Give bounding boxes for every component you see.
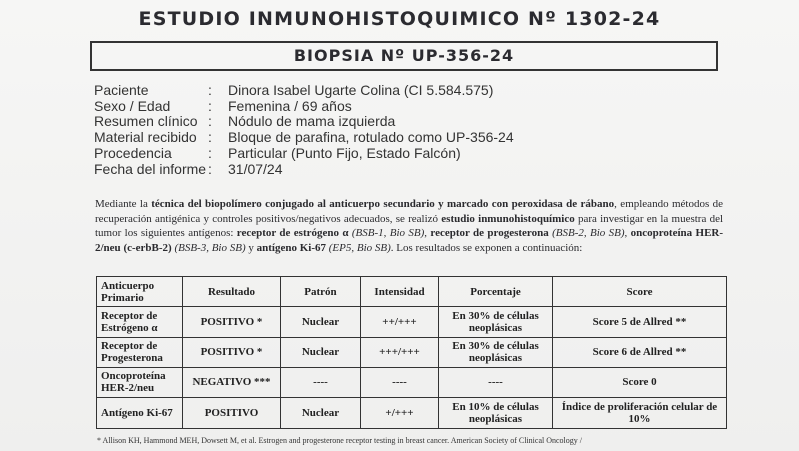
info-value: Particular (Punto Fijo, Estado Falcón) <box>228 145 461 161</box>
info-label: Fecha del informe <box>94 161 207 177</box>
intro-italic-text: (EP5, Bio SB) <box>326 241 391 254</box>
info-label: Resumen clínico <box>94 113 198 129</box>
cell-antibody: Oncoproteína HER-2/neu <box>97 367 183 397</box>
info-value: Dinora Isabel Ugarte Colina (CI 5.584.575) <box>228 82 494 98</box>
info-separator: : <box>208 82 212 98</box>
cell-pattern: Nuclear <box>281 397 361 428</box>
info-value: Bloque de parafina, rotulado como UP-356-24 <box>228 129 514 145</box>
header-result: Resultado <box>183 277 281 307</box>
intro-text: , empleando métodos de recuperación antigénica y controles positivos/negativos adecuados, se realizó <box>95 198 723 225</box>
intro-text: para investigar en la muestra del tumor los siguientes antígenos: <box>95 212 724 239</box>
cell-intensity: +/+++ <box>361 397 439 428</box>
cell-antibody: Receptor de Estrógeno α <box>97 307 183 338</box>
header-percentage: Porcentaje <box>439 277 553 307</box>
intro-text: , <box>624 227 631 239</box>
methods-paragraph <box>95 197 723 255</box>
info-value: Femenina / 69 años <box>228 98 352 114</box>
footnote-reference: * Allison KH, Hammond MEH, Dowsett M, et al. Estrogen and progesterone receptor testing in breast cancer. American Society of Clinical Oncology / <box>97 436 582 445</box>
info-separator: : <box>208 98 212 114</box>
cell-result: NEGATIVO *** <box>183 367 281 397</box>
intro-text: . Los resultados se exponen a continuación: <box>390 241 583 254</box>
cell-intensity: +++/+++ <box>361 338 439 367</box>
header-intensity: Intensidad <box>361 277 439 307</box>
intro-bold-text: estudio inmunohistoquímico <box>441 212 575 225</box>
intro-text: y <box>245 241 257 254</box>
info-separator: : <box>208 129 212 145</box>
cell-antibody: Receptor de Progesterona <box>97 338 183 367</box>
intro-bold-text: receptor de progesterona <box>430 227 549 239</box>
intro-bold-text: receptor de estrógeno α <box>236 227 349 239</box>
cell-score: Score 6 de Allred ** <box>553 338 727 367</box>
info-label: Material recibido <box>94 129 197 145</box>
info-label: Procedencia <box>94 145 172 161</box>
intro-text: , <box>424 227 431 239</box>
info-separator: : <box>208 113 212 129</box>
cell-antibody: Antígeno Ki-67 <box>97 397 183 428</box>
info-label: Sexo / Edad <box>94 98 171 114</box>
header-pattern: Patrón <box>281 277 361 307</box>
info-separator: : <box>208 161 212 177</box>
table-row <box>97 397 727 428</box>
intro-bold-text: técnica del biopolímero conjugado al anticuerpo secundario y marcado con peroxidasa de rábano <box>151 198 615 210</box>
cell-intensity: ---- <box>361 367 439 397</box>
cell-percentage: En 30% de células neoplásicas <box>439 307 553 338</box>
intro-italic-text: (BSB-1, Bio SB) <box>348 227 425 239</box>
cell-percentage: En 30% de células neoplásicas <box>439 338 553 367</box>
intro-italic-text: (BSB-3, Bio SB) <box>174 241 246 254</box>
cell-pattern: Nuclear <box>281 307 361 338</box>
cell-score: Score 0 <box>553 367 727 397</box>
info-value: Nódulo de mama izquierda <box>228 113 396 129</box>
cell-result: POSITIVO <box>183 397 281 428</box>
cell-percentage: En 10% de células neoplásicas <box>439 397 553 428</box>
table-header-row <box>97 277 727 307</box>
info-value: 31/07/24 <box>228 161 283 177</box>
intro-bold-text: antígeno Ki-67 <box>256 241 327 254</box>
intro-bold-text: oncoproteína HER-2/neu <box>95 227 724 254</box>
biopsy-number-box: BIOPSIA Nº UP-356-24 <box>90 41 718 71</box>
cell-pattern: ---- <box>281 367 361 397</box>
cell-percentage: ---- <box>439 367 553 397</box>
cell-score: Score 5 de Allred ** <box>553 307 727 338</box>
cell-result: POSITIVO * <box>183 338 281 367</box>
intro-text: Mediante la <box>95 198 152 210</box>
header-antibody: Anticuerpo Primario <box>97 277 183 307</box>
intro-italic-text: (BSB-2, Bio SB) <box>548 227 625 239</box>
cell-pattern: Nuclear <box>281 338 361 367</box>
table-row <box>97 307 727 338</box>
header-score: Score <box>553 277 727 307</box>
cell-intensity: ++/+++ <box>361 307 439 338</box>
info-separator: : <box>208 145 212 161</box>
cell-score: Índice de proliferación celular de 10% <box>553 397 727 428</box>
intro-bold-text: (c-erbB-2) <box>120 241 175 254</box>
cell-result: POSITIVO * <box>183 307 281 338</box>
report-title: ESTUDIO INMUNOHISTOQUIMICO Nº 1302-24 <box>138 8 661 30</box>
table-row <box>97 367 727 397</box>
info-label: Paciente <box>94 82 149 98</box>
table-row <box>97 338 727 367</box>
results-table <box>96 276 727 429</box>
